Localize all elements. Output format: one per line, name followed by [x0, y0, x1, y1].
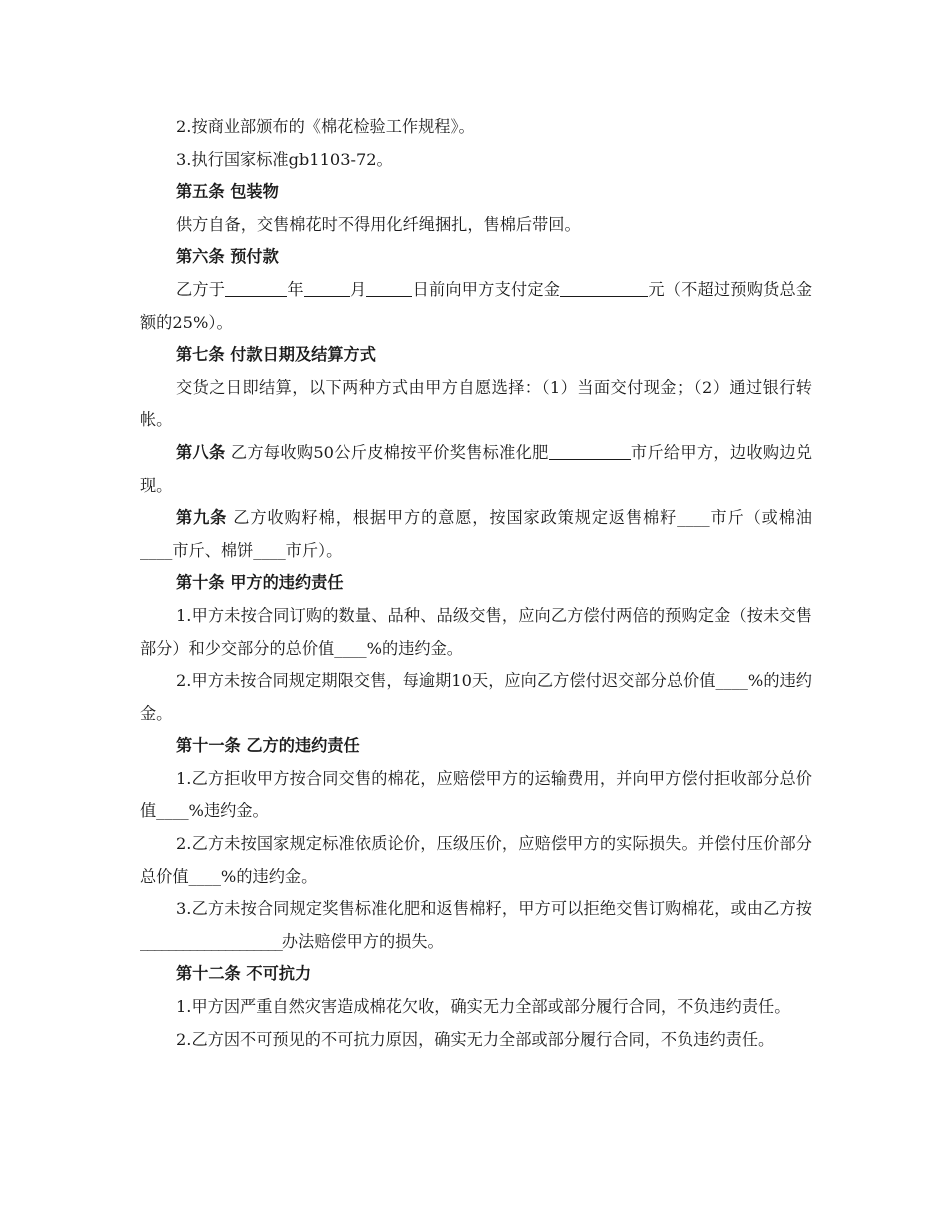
article-8 — [140, 437, 812, 502]
article-9-text: 乙方收购籽棉，根据甲方的意愿，按国家政策规定返售棉籽____市斤（或棉油____市斤、棉饼____市斤）。 — [140, 508, 812, 560]
clause-12-1: 1.甲方因严重自然灾害造成棉花欠收，确实无力全部或部分履行合同，不负违约责任。 — [176, 997, 791, 1017]
article-6-text-4: 日前向甲方支付定金 — [412, 279, 561, 299]
clause-11-3-text-1: 3.乙方未按合同规定奖售标准化肥和返售棉籽，甲方可以拒绝交售订购棉花，或由乙方按 — [176, 899, 812, 919]
day-blank — [366, 278, 412, 297]
fertilizer-blank — [549, 441, 631, 460]
method-blank: ____________________ — [140, 931, 282, 951]
clause-10-2: 2.甲方未按合同规定期限交售，每逾期10天，应向乙方偿付迟交部分总价值____%的违约金。 — [140, 671, 812, 723]
article-9 — [140, 502, 812, 567]
article-6-text-1: 乙方于 — [176, 279, 226, 299]
clause-4-2: 2.按商业部颁布的《棉花检验工作规程》。 — [176, 117, 475, 136]
clause-11-3-text-2: 办法赔偿甲方的损失。 — [281, 931, 444, 951]
article-6-title: 第六条 预付款 — [176, 247, 279, 267]
article-5-title: 第五条 包装物 — [176, 182, 279, 202]
year-blank — [225, 278, 287, 297]
article-6-body — [140, 274, 812, 339]
article-11-title: 第十一条 乙方的违约责任 — [176, 736, 360, 756]
clause-10-1: 1.甲方未按合同订购的数量、品种、品级交售，应向乙方偿付两倍的预购定金（按未交售部分）和少交部分的总价值____%的违约金。 — [140, 605, 812, 658]
article-7-body: 交货之日即结算，以下两种方式由甲方自愿选择：（1）当面交付现金；（2）通过银行转帐。 — [140, 377, 812, 430]
article-5-body: 供方自备，交售棉花时不得用化纤绳捆扎，售棉后带回。 — [176, 214, 581, 234]
article-6-text-2: 年 — [287, 279, 304, 299]
clause-11-3 — [140, 893, 812, 958]
article-7-title: 第七条 付款日期及结算方式 — [176, 345, 376, 365]
clause-11-2: 2.乙方未按国家规定标准依质论价，压级压价，应赔偿甲方的实际损失。并偿付压价部分总价值____%的违约金。 — [140, 834, 812, 886]
clause-12-2: 2.乙方因不可预见的不可抗力原因，确实无力全部或部分履行合同，不负违约责任。 — [176, 1029, 775, 1049]
clause-11-1: 1.乙方拒收甲方按合同交售的棉花，应赔偿甲方的运输费用，并向甲方偿付拒收部分总价值____%违约金。 — [140, 768, 812, 821]
article-12-title: 第十二条 不可抗力 — [176, 964, 312, 984]
article-8-text-2: 市斤给甲方，边收购边兑现。 — [140, 442, 813, 495]
article-8-label: 第八条 — [176, 442, 226, 462]
article-9-label: 第九条 — [176, 508, 228, 528]
contract-page — [140, 111, 812, 1056]
article-6-text-3: 月 — [349, 279, 367, 299]
article-8-text-1: 乙方每收购50公斤皮棉按平价奖售标准化肥 — [225, 442, 549, 462]
deposit-blank — [560, 278, 648, 297]
clause-4-3: 3.执行国家标准gb1103-72。 — [176, 149, 393, 169]
article-10-title: 第十条 甲方的违约责任 — [176, 573, 344, 593]
month-blank — [304, 278, 350, 297]
article-6-text-5: 元（不超过预购货总金额的25%）。 — [140, 279, 813, 332]
